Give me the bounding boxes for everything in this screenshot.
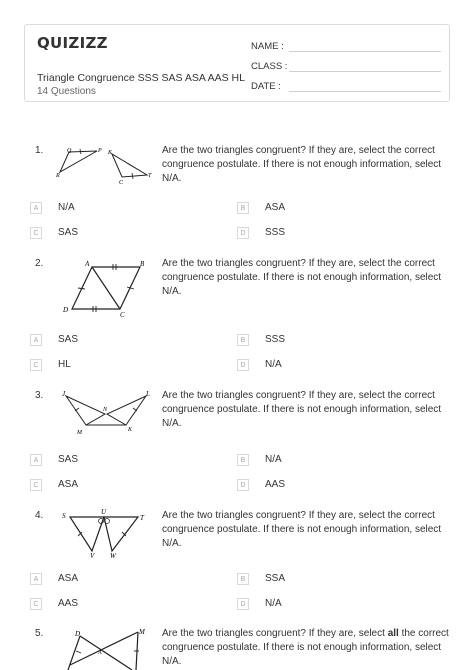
question-number: 4. — [35, 510, 44, 521]
label-w: W — [110, 552, 116, 559]
label-p: P — [98, 148, 102, 154]
label-r: R — [56, 173, 60, 179]
option-letter: A — [30, 573, 42, 585]
label-c: C — [120, 311, 125, 319]
label-n: N — [103, 407, 108, 413]
option-letter: A — [30, 454, 42, 466]
class-line — [289, 71, 441, 72]
option-label: N/A — [265, 598, 282, 609]
question-text: Are the two triangles congruent? If they are, select the correct congruence postulate. If there is not enough information, select N/A. — [162, 145, 442, 184]
option-label: AAS — [58, 598, 79, 609]
date-field[interactable] — [251, 81, 281, 92]
question-count: 14 Questions — [37, 86, 96, 97]
option-letter: C — [30, 479, 42, 491]
label-c: C — [119, 180, 124, 186]
label-d: D — [63, 306, 69, 314]
label-t: T — [148, 173, 152, 179]
label-k: K — [128, 427, 133, 433]
tick-mark — [132, 173, 133, 179]
diagonal-ac — [92, 267, 120, 309]
triangle-lkn — [107, 396, 146, 425]
option-letter: B — [237, 334, 249, 346]
label-m: M — [77, 430, 82, 436]
label-k: K — [108, 150, 113, 156]
option-letter: C — [30, 227, 42, 239]
triangle-jmn — [66, 396, 105, 425]
option-label: SSA — [265, 573, 286, 584]
date-line — [289, 91, 441, 92]
question-5-figure — [60, 627, 156, 670]
option-label: SSS — [265, 334, 286, 345]
option-letter: A — [30, 334, 42, 346]
label-j: J — [62, 390, 66, 398]
question-3-figure — [58, 389, 158, 437]
date-label: DATE : — [251, 81, 281, 92]
option-label: SSS — [265, 227, 286, 238]
option-letter: B — [237, 202, 249, 214]
option-letter: B — [237, 454, 249, 466]
option-label: N/A — [265, 454, 282, 465]
option-label: ASA — [265, 202, 286, 213]
class-label: CLASS : — [251, 61, 288, 72]
label-v: V — [90, 552, 95, 559]
question-number: 3. — [35, 390, 44, 401]
question-2-figure — [58, 257, 158, 319]
tick-mark — [80, 149, 81, 154]
worksheet-header — [24, 24, 450, 102]
option-label: N/A — [58, 202, 75, 213]
option-label: N/A — [265, 359, 282, 370]
label-u: U — [101, 509, 107, 516]
option-label: HL — [58, 359, 71, 370]
option-letter: D — [237, 598, 249, 610]
name-label: NAME : — [251, 41, 284, 52]
option-letter: C — [30, 359, 42, 371]
option-letter: A — [30, 202, 42, 214]
triangle-kct — [112, 154, 147, 177]
option-letter: D — [237, 227, 249, 239]
question-4-figure — [56, 509, 156, 559]
question-number: 5. — [35, 628, 44, 639]
segment-da — [80, 636, 132, 670]
option-label: ASA — [58, 479, 79, 490]
triangle-pqr — [60, 151, 97, 172]
question-text: Are the two triangles congruent? If they are, select the correct congruence postulate. If there is not enough information, select N/A. — [162, 258, 442, 297]
question-text-end: the correct congruence postulate. If there is not enough information, select N/A. — [162, 628, 449, 667]
option-label: SAS — [58, 227, 79, 238]
question-1-figure — [52, 144, 157, 186]
option-letter: B — [237, 573, 249, 585]
label-a: A — [98, 650, 102, 656]
segment-d — [68, 636, 80, 670]
question-number: 2. — [35, 258, 44, 269]
option-label: SAS — [58, 334, 79, 345]
question-text: Are the two triangles congruent? If they are, select the correct congruence postulate. If there is not enough information, select N/A. — [162, 510, 442, 549]
name-line — [289, 51, 441, 52]
question-number: 1. — [35, 145, 44, 156]
question-text-emphasis: all — [387, 628, 399, 639]
label-d: D — [75, 630, 81, 638]
label-b: B — [140, 260, 145, 268]
tick-mark — [76, 651, 81, 653]
class-field[interactable] — [251, 61, 287, 72]
option-label: SAS — [58, 454, 79, 465]
option-letter: D — [237, 479, 249, 491]
label-l: L — [146, 390, 150, 398]
label-t: T — [140, 514, 144, 522]
option-letter: C — [30, 598, 42, 610]
worksheet-title: Triangle Congruence SSS SAS ASA AAS HL — [37, 72, 245, 84]
question-text — [162, 627, 452, 669]
option-letter: D — [237, 359, 249, 371]
option-label: ASA — [58, 573, 79, 584]
option-label: AAS — [265, 479, 286, 490]
name-field[interactable] — [251, 41, 284, 52]
quizizz-logo: QUIZIZZ — [37, 34, 108, 52]
question-text-start: Are the two triangles congruent? If they are, select — [162, 628, 388, 639]
label-q: Q — [67, 148, 72, 154]
tick-mark — [78, 288, 85, 289]
label-s: S — [62, 512, 66, 520]
label-a: A — [85, 260, 90, 268]
label-m: M — [139, 628, 145, 636]
question-text: Are the two triangles congruent? If they are, select the correct congruence postulate. If there is not enough information, select N/A. — [162, 390, 442, 429]
